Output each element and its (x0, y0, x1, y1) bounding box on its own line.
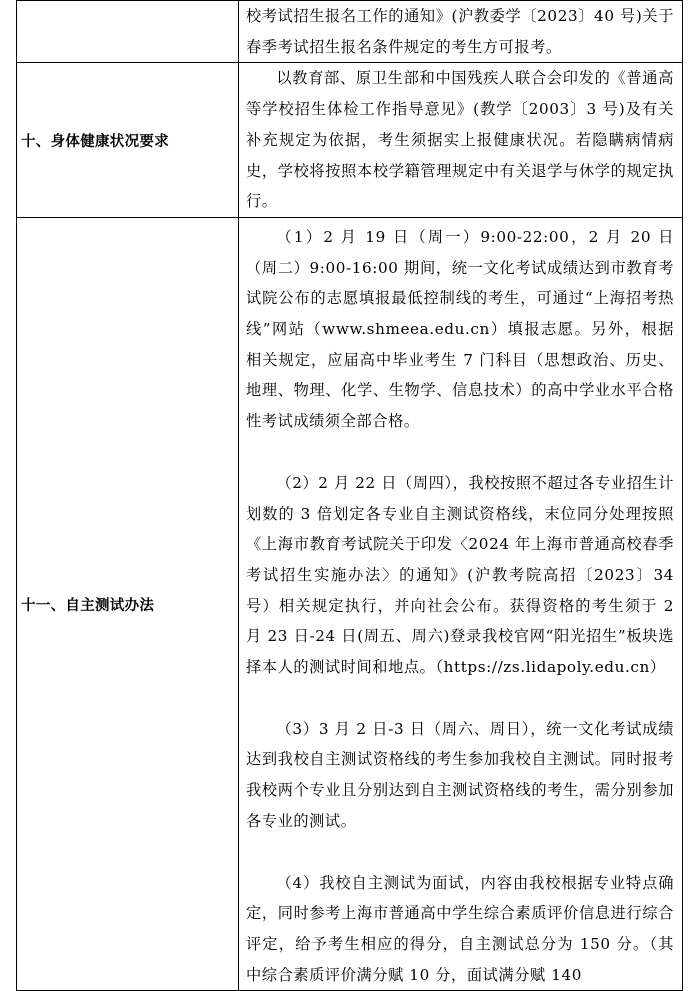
table-row (17, 63, 683, 218)
row-label-health-requirements: 十、身体健康状况要求 (17, 63, 239, 218)
paragraph-step-2: （2）2 月 22 日（周四），我校按照不超过各专业招生计划数的 3 倍划定各专业自主测试资格线，末位同分处理按照《上海市教育考试院关于印发〈2024 年上海市普通高校春季考试招生实施办法〉的通知》(沪教考院高招〔2023〕34 号）相关规定执行，并向社会公布。获得资格的考生须于 2 月 23 日-24 日(周五、周六)登录我校官网“阳光招生”板块选择本人的测试时间和地点。（https://zs.lidapoly.edu.cn） (246, 473, 674, 677)
row-content-eligibility (239, 1, 683, 63)
table-row (17, 217, 683, 990)
paragraph-step-3: （3）3 月 2 日-3 日（周六、周日），统一文化考试成绩达到我校自主测试资格线的考生参加我校自主测试。同时报考我校两个专业且分别达到自主测试资格线的考生，需分别参加各专业的测试。 (246, 719, 674, 830)
paragraph: 校考试招生报名工作的通知》(沪教委学〔2023〕40 号)关于春季考试招生报名条件规定的考生方可报考。 (246, 7, 674, 56)
row-label-empty (17, 1, 239, 63)
row-label-independent-test: 十一、自主测试办法 (17, 217, 239, 990)
row-content-health-requirements (239, 63, 683, 218)
paragraph-spacer (246, 437, 674, 468)
paragraph-spacer (246, 837, 674, 868)
document-table (16, 0, 683, 991)
paragraph-step-4: （4）我校自主测试为面试，内容由我校根据专业特点确定，同时参考上海市普通高中学生综合素质评价信息进行综合评定，给予考生相应的得分，自主测试总分为 150 分。（其中综合素质评价满分赋 10 分，面试满分赋 140 (246, 873, 674, 984)
paragraph: 以教育部、原卫生部和中国残疾人联合会印发的《普通高等学校招生体检工作指导意见》(教学〔2003〕3 号)及有关补充规定为依据，考生须据实上报健康状况。若隐瞒病情病史，学校将按照本校学籍管理规定中有关退学与休学的规定执行。 (246, 69, 674, 211)
row-content-independent-test (239, 217, 683, 990)
table-row (17, 1, 683, 63)
paragraph-step-1: （1）2 月 19 日（周一）9:00-22:00，2 月 20 日（周二）9:00-16:00 期间，统一文化考试成绩达到市教育考试院公布的志愿填报最低控制线的考生，可通过“上海招考热线”网站（www.shmeea.edu.cn）填报志愿。另外，根据相关规定，应届高中毕业考生 7 门科目（思想政治、历史、地理、物理、化学、生物学、信息技术）的高中学业水平合格性考试成绩须全部合格。 (246, 227, 674, 431)
paragraph-spacer (246, 683, 674, 714)
